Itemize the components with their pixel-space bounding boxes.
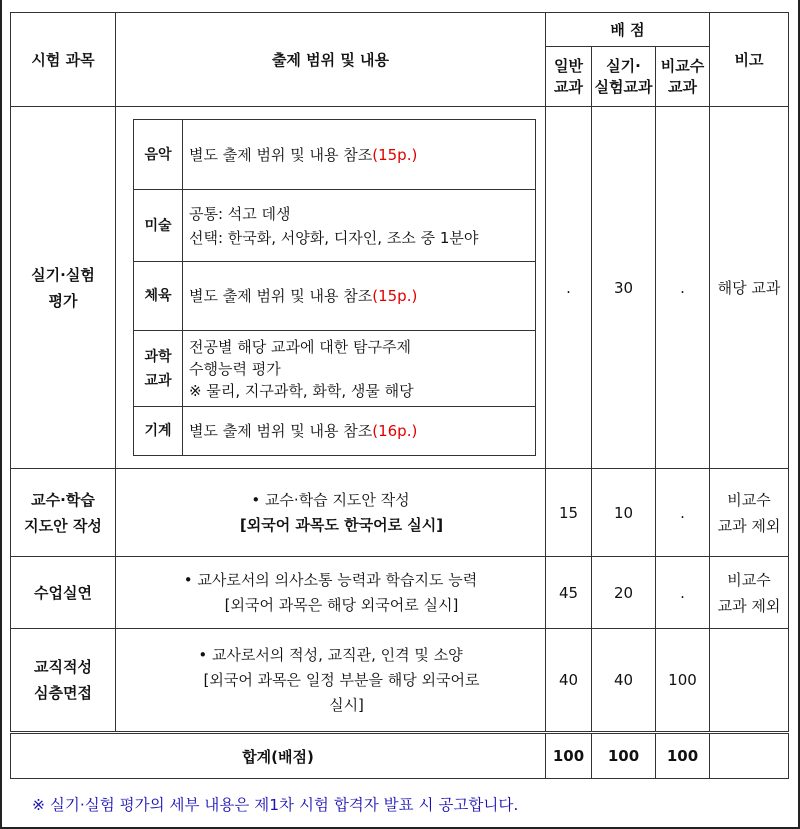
header-score: 배 점	[546, 13, 710, 47]
practical-remark: 해당 교과	[710, 107, 789, 469]
row-practical	[11, 107, 789, 469]
text-music: 별도 출제 범위 및 내용 참조(15p.)	[183, 120, 536, 190]
ref-machine: (16p.)	[372, 422, 418, 440]
label-music: 음악	[134, 120, 183, 190]
lesson-plan-nonteaching-score: .	[656, 469, 710, 557]
footer-note: ※ 실기·실험 평가의 세부 내용은 제1차 시험 합격자 발표 시 공고합니다.	[32, 796, 519, 814]
interview-nonteaching-score: 100	[656, 629, 710, 733]
lesson-plan-practical-score: 10	[592, 469, 656, 557]
total-remark	[710, 733, 789, 779]
practical-practical-score: 30	[592, 107, 656, 469]
text-science: 전공별 해당 교과에 대한 탐구주제 수행능력 평가 ※ 물리, 지구과학, 화학, 생물 해당	[183, 331, 536, 407]
label-art: 미술	[134, 190, 183, 262]
subject-teaching-demo: 수업실연	[11, 557, 116, 629]
teaching-demo-content: • 교사로서의 의사소통 능력과 학습지도 능력 [외국어 과목은 해당 외국어로 실시]	[116, 557, 546, 629]
subtable-row-science	[134, 331, 536, 407]
subtable-row-art	[134, 190, 536, 262]
practical-general-score: .	[546, 107, 592, 469]
lesson-plan-general-score: 15	[546, 469, 592, 557]
header-scope: 출제 범위 및 내용	[116, 13, 546, 107]
total-general-score: 100	[546, 733, 592, 779]
text-machine: 별도 출제 범위 및 내용 참조(16p.)	[183, 407, 536, 456]
total-practical-score: 100	[592, 733, 656, 779]
interview-general-score: 40	[546, 629, 592, 733]
header-subject: 시험 과목	[11, 13, 116, 107]
header-general: 일반 교과	[546, 47, 592, 107]
interview-remark	[710, 629, 789, 733]
row-lesson-plan	[11, 469, 789, 557]
teaching-demo-practical-score: 20	[592, 557, 656, 629]
teaching-demo-nonteaching-score: .	[656, 557, 710, 629]
lesson-plan-remark: 비교수 교과 제외	[710, 469, 789, 557]
lesson-plan-content: • 교수·학습 지도안 작성 [외국어 과목도 한국어로 실시]	[116, 469, 546, 557]
subtable-row-machine	[134, 407, 536, 456]
teaching-demo-general-score: 45	[546, 557, 592, 629]
subtable-row-music	[134, 120, 536, 190]
interview-content: • 교사로서의 적성, 교직관, 인격 및 소양 [외국어 과목은 일정 부분을 해당 외국어로 실시]	[116, 629, 546, 733]
row-total	[11, 733, 789, 779]
label-science: 과학 교과	[134, 331, 183, 407]
subtable-row-pe	[134, 262, 536, 331]
exam-score-table	[10, 12, 789, 779]
teaching-demo-remark: 비교수 교과 제외	[710, 557, 789, 629]
interview-practical-score: 40	[592, 629, 656, 733]
row-teaching-demo	[11, 557, 789, 629]
total-nonteaching-score: 100	[656, 733, 710, 779]
ref-music: (15p.)	[372, 145, 418, 164]
header-practical: 실기· 실험교과	[592, 47, 656, 107]
practical-content	[116, 107, 546, 469]
subject-lesson-plan: 교수·학습 지도안 작성	[11, 469, 116, 557]
practical-nonteaching-score: .	[656, 107, 710, 469]
total-label: 합계(배점)	[11, 733, 546, 779]
header-row-1	[11, 13, 789, 47]
ref-pe: (15p.)	[372, 287, 418, 305]
subject-practical: 실기·실험 평가	[11, 107, 116, 469]
subject-interview: 교직적성 심층면접	[11, 629, 116, 733]
header-nonteaching: 비교수 교과	[656, 47, 710, 107]
practical-subtable	[133, 119, 536, 456]
row-interview	[11, 629, 789, 733]
text-pe: 별도 출제 범위 및 내용 참조(15p.)	[183, 262, 536, 331]
text-art: 공통: 석고 데생 선택: 한국화, 서양화, 디자인, 조소 중 1분야	[183, 190, 536, 262]
label-machine: 기계	[134, 407, 183, 456]
header-remarks: 비고	[710, 13, 789, 107]
label-pe: 체육	[134, 262, 183, 331]
